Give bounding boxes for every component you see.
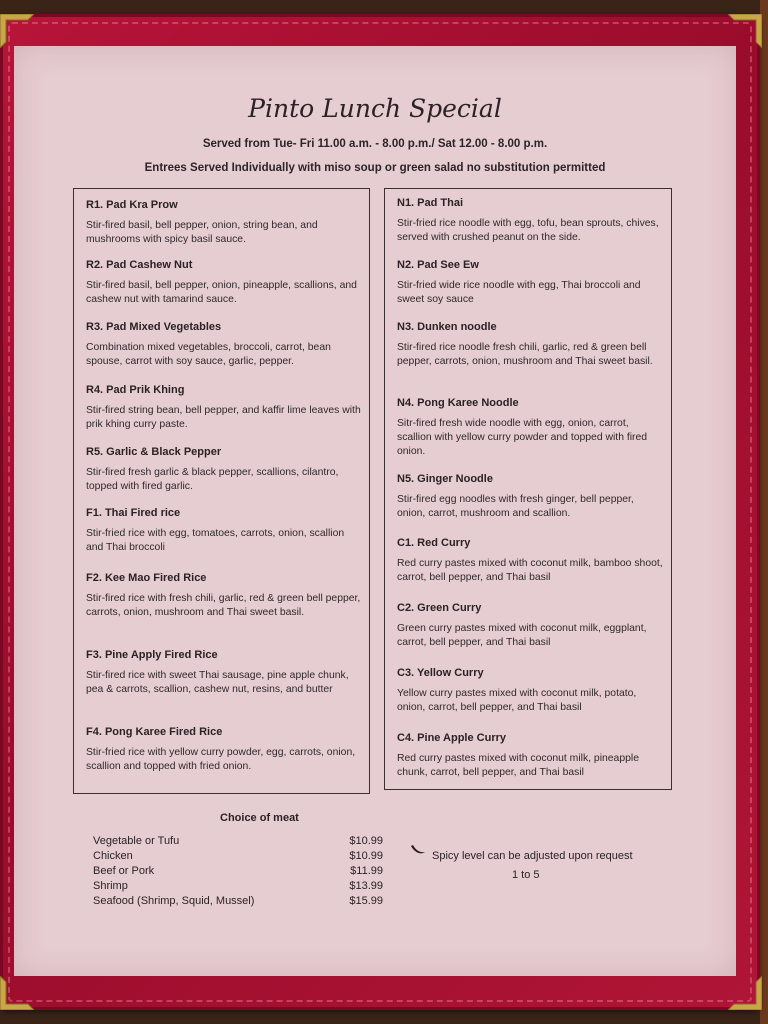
meat-name: Seafood (Shrimp, Squid, Mussel)	[93, 895, 255, 907]
brass-corner-icon	[728, 14, 762, 48]
menu-item	[397, 259, 663, 307]
menu-item	[86, 321, 361, 369]
menu-item-desc: Sitr-fired fresh wide noodle with egg, onion, carrot, scallion with yellow curry powder and topped with fired onion.	[397, 418, 648, 457]
menu-item-name: F1. Thai Fired rice	[86, 507, 181, 519]
menu-item-desc: Stir-fired string bean, bell pepper, and kaffir lime leaves with prik khing curry paste.	[86, 405, 361, 430]
served-hours: Served from Tue- Fri 11.00 a.m. - 8.00 p.m./ Sat 12.00 - 8.00 p.m.	[202, 138, 548, 150]
menu-item	[86, 446, 361, 494]
menu-item-name: N1. Pad Thai	[397, 197, 464, 209]
menu-item	[397, 732, 663, 780]
menu-item	[86, 259, 361, 307]
meat-row	[93, 880, 383, 892]
menu-item	[86, 199, 361, 247]
menu-item-name: R1. Pad Kra Prow	[86, 199, 178, 211]
menu-item-desc: Yellow curry pastes mixed with coconut milk, potato, onion, carrot, bell pepper, and Thai basil	[397, 688, 637, 713]
menu-title: Pinto Lunch Special	[248, 94, 502, 123]
menu-item-name: R4. Pad Prik Khing	[86, 384, 185, 396]
menu-item-desc: Green curry pastes mixed with coconut milk, eggplant, carrot, bell pepper, and Thai basil	[397, 623, 647, 648]
menu-item-desc: Stir-fired fresh garlic & black pepper, scallions, cilantro, topped with fired garlic.	[86, 467, 339, 492]
menu-item-desc: Stir-fired basil, bell pepper, onion, string bean, and mushrooms with spicy basil sauce.	[86, 220, 318, 245]
menu-item-name: F2. Kee Mao Fired Rice	[86, 572, 207, 584]
meat-row	[93, 895, 383, 907]
brass-corner-icon	[0, 14, 34, 48]
meat-price: $13.99	[349, 880, 383, 892]
menu-item-name: F4. Pong Karee Fired Rice	[86, 726, 223, 738]
meat-name: Chicken	[93, 850, 133, 862]
brass-corner-icon	[728, 976, 762, 1010]
menu-item-name: N3. Dunken noodle	[397, 321, 497, 333]
menu-page	[14, 46, 736, 976]
left-menu-box	[73, 188, 370, 794]
menu-item-desc: Stir-fired egg noodles with fresh ginger, bell pepper, onion, carrot, mushroom and scallion.	[397, 494, 634, 519]
menu-item	[397, 321, 663, 369]
menu-item-desc: Stir-fried rice with egg, tomatoes, carrots, onion, scallion and Thai broccoli	[86, 528, 345, 553]
meat-name: Shrimp	[93, 880, 128, 892]
meat-row	[93, 835, 383, 847]
menu-item-desc: Stir-fired basil, bell pepper, onion, pineapple, scallions, and cashew nut with tamarind sauce.	[86, 280, 357, 305]
meat-price: $15.99	[349, 895, 383, 907]
menu-item-desc: Stir-fried rice with yellow curry powder, egg, carrots, onion, scallion and topped with fried onion.	[86, 747, 356, 772]
spicy-note: Spicy level can be adjusted upon request	[432, 850, 633, 862]
menu-item-name: C1. Red Curry	[397, 537, 471, 549]
menu-item-name: R2. Pad Cashew Nut	[86, 259, 193, 271]
brass-corner-icon	[0, 976, 34, 1010]
meat-row	[93, 850, 383, 862]
menu-item-name: N2. Pad See Ew	[397, 259, 479, 271]
menu-item	[86, 726, 361, 774]
menu-item-name: F3. Pine Apply Fired Rice	[86, 649, 218, 661]
menu-item-name: N5. Ginger Noodle	[397, 473, 493, 485]
menu-item	[397, 397, 663, 459]
menu-item-name: R3. Pad Mixed Vegetables	[86, 321, 222, 333]
menu-item-name: C2. Green Curry	[397, 602, 482, 614]
menu-item-desc: Red curry pastes mixed with coconut milk, bamboo shoot, carrot, bell pepper, and Thai basil	[397, 558, 663, 583]
right-menu-box	[384, 188, 672, 790]
menu-item	[86, 572, 361, 620]
menu-item	[86, 649, 361, 697]
menu-item-desc: Stir-fired rice with fresh chili, garlic, red & green bell pepper, carrots, onion, mushroom and Thai sweet basil.	[86, 593, 361, 618]
meat-price: $10.99	[349, 850, 383, 862]
chili-pepper-icon	[410, 843, 426, 855]
meat-price: $10.99	[349, 835, 383, 847]
menu-item	[397, 197, 663, 245]
menu-item	[86, 384, 361, 432]
meat-name: Vegetable or Tufu	[93, 835, 180, 847]
meat-row	[93, 865, 383, 877]
menu-item-desc: Stir-fired rice with sweet Thai sausage, pine apple chunk, pea & carrots, scallion, cashew nut, resins, and butter	[86, 670, 349, 695]
menu-item-desc: Combination mixed vegetables, broccoli, carrot, bean spouse, carrot with soy sauce, garlic, pepper.	[86, 342, 331, 367]
menu-item-desc: Stir-fired rice noodle fresh chili, garlic, red & green bell pepper, carrots, onion, mushroom and Thai sweet basil.	[397, 342, 653, 367]
menu-item-name: N4. Pong Karee Noodle	[397, 397, 519, 409]
menu-item	[86, 507, 361, 555]
wood-background	[760, 0, 768, 1024]
menu-item-name: C3. Yellow Curry	[397, 667, 484, 679]
spicy-range: 1 to 5	[512, 869, 540, 881]
menu-item-name: R5. Garlic & Black Pepper	[86, 446, 222, 458]
menu-item	[397, 473, 663, 521]
meat-price: $11.99	[350, 865, 383, 877]
menu-item-desc: Red curry pastes mixed with coconut milk, pineapple chunk, carrot, bell pepper, and Thai basil	[397, 753, 639, 778]
menu-item	[397, 602, 663, 650]
menu-item	[397, 667, 663, 715]
menu-item-desc: Stir-fried wide rice noodle with egg, Thai broccoli and sweet soy sauce	[397, 280, 641, 305]
meat-name: Beef or Pork	[93, 865, 155, 877]
menu-item-name: C4. Pine Apple Curry	[397, 732, 507, 744]
menu-item	[397, 537, 663, 585]
entrees-note: Entrees Served Individually with miso soup or green salad no substitution permitted	[144, 162, 606, 174]
meat-section-title: Choice of meat	[220, 812, 299, 824]
menu-item-desc: Stir-fried rice noodle with egg, tofu, bean sprouts, chives, served with crushed peanut on the side.	[397, 218, 659, 243]
